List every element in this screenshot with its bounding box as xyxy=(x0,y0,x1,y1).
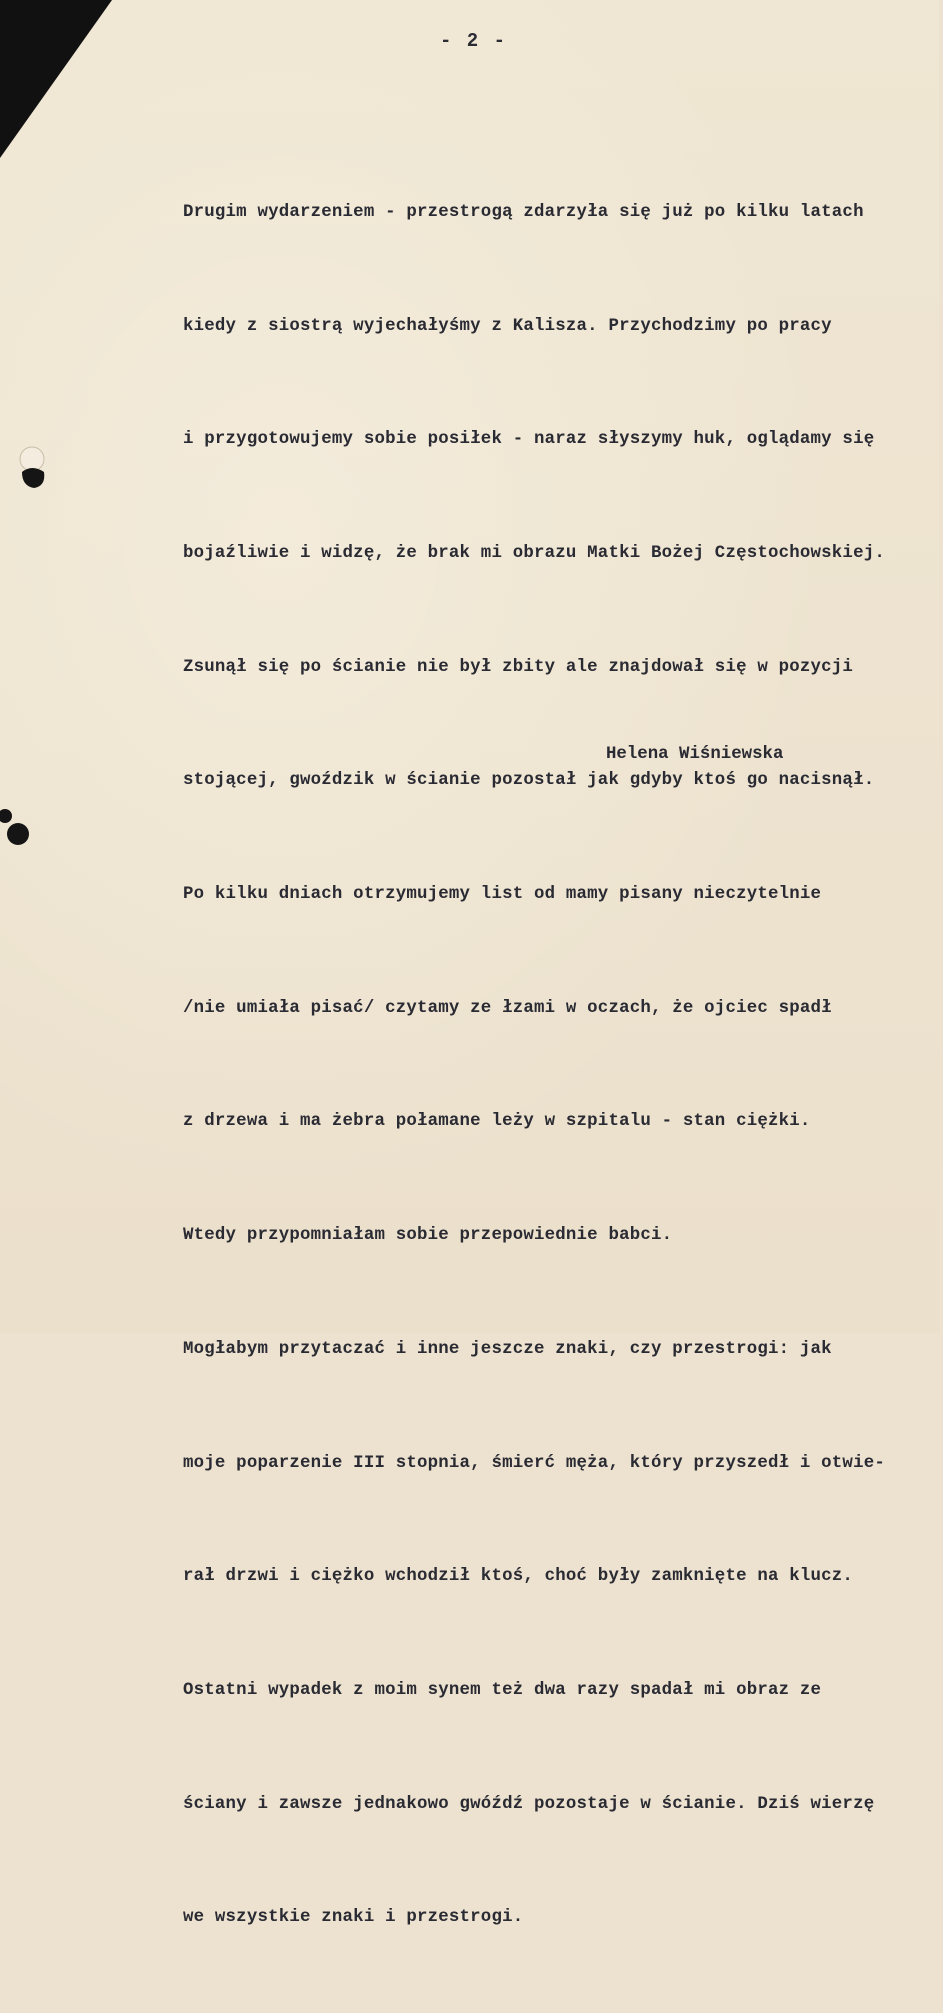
page-number: - 2 - xyxy=(439,30,507,52)
folded-corner-shadow xyxy=(0,0,120,160)
text-line: kiedy z siostrą wyjechałyśmy z Kalisza. Przychodzimy po pracy xyxy=(183,316,832,336)
text-line: ściany i zawsze jednakowo gwóźdź pozostaje w ścianie. Dziś wierzę xyxy=(183,1794,875,1814)
text-line: Ostatni wypadek z moim synem też dwa razy spadał mi obraz ze xyxy=(183,1680,822,1700)
text-line: we wszystkie znaki i przestrogi. xyxy=(183,1908,524,1928)
letter-paragraph xyxy=(183,118,939,2013)
text-line: rał drzwi i ciężko wchodził ktoś, choć były zamknięte na klucz. xyxy=(183,1567,854,1587)
text-line: Po kilku dniach otrzymujemy list od mamy pisany nieczytelnie xyxy=(183,885,822,905)
text-line: Zsunął się po ścianie nie był zbity ale znajdował się w pozycji xyxy=(183,657,854,677)
text-line: z drzewa i ma żebra połamane leży w szpitalu - stan ciężki. xyxy=(183,1112,811,1132)
text-line: Mogłabym przytaczać i inne jeszcze znaki, czy przestrogi: jak xyxy=(183,1339,832,1359)
punch-hole-top xyxy=(14,442,50,492)
punch-hole-bottom xyxy=(0,806,34,850)
text-line: moje poparzenie III stopnia, śmierć męża, który przyszedł i otwie- xyxy=(183,1453,885,1473)
text-line: bojaźliwie i widzę, że brak mi obrazu Matki Bożej Częstochowskiej. xyxy=(183,543,885,563)
text-line: Wtedy przypomniałam sobie przepowiednie babci. xyxy=(183,1226,673,1246)
text-line: stojącej, gwoździk w ścianie pozostał jak gdyby ktoś go nacisnął. xyxy=(183,771,875,791)
text-line: Drugim wydarzeniem - przestrogą zdarzyła się już po kilku latach xyxy=(183,202,864,222)
text-line: i przygotowujemy sobie posiłek - naraz słyszymy huk, oglądamy się xyxy=(183,430,875,450)
author-signature: Helena Wiśniewska xyxy=(606,745,784,764)
text-line: /nie umiała pisać/ czytamy ze łzami w oczach, że ojciec spadł xyxy=(183,998,832,1018)
